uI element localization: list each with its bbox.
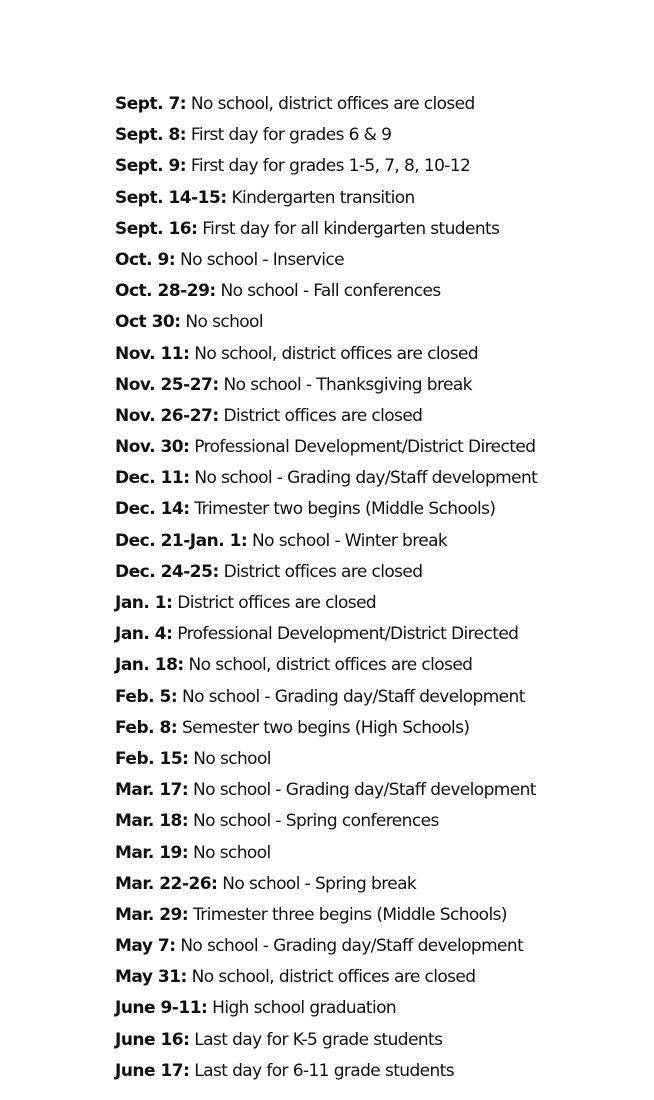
- event-date: May 31:: [115, 967, 187, 988]
- calendar-event: [115, 775, 645, 806]
- event-date: June 17:: [115, 1060, 190, 1081]
- event-description: First day for all kindergarten students: [202, 218, 500, 239]
- calendar-event: [115, 1056, 645, 1087]
- calendar-event: [115, 183, 645, 214]
- calendar-event: [115, 432, 645, 463]
- event-date: Nov. 26-27:: [115, 405, 219, 426]
- event-description: District offices are closed: [223, 561, 423, 582]
- event-description: Professional Development/District Directed: [177, 624, 519, 645]
- calendar-event: [115, 900, 645, 931]
- event-description: Trimester two begins (Middle Schools): [194, 499, 496, 520]
- event-date: Jan. 1:: [115, 593, 173, 613]
- calendar-event: [115, 339, 645, 370]
- event-date: Dec. 11:: [115, 468, 190, 489]
- event-description: No school - Grading day/Staff development: [180, 936, 524, 957]
- event-description: No school - Grading day/Staff development: [193, 780, 536, 801]
- event-description: High school graduation: [212, 998, 397, 1019]
- school-calendar-list: [115, 89, 645, 1087]
- calendar-event: [115, 276, 645, 307]
- event-description: No school - Winter break: [252, 530, 448, 551]
- event-description: No school, district offices are closed: [188, 655, 473, 676]
- event-description: No school - Thanksgiving break: [223, 374, 472, 395]
- event-date: Mar. 29:: [115, 904, 189, 925]
- event-description: First day for grades 1-5, 7, 8, 10-12: [190, 156, 471, 177]
- event-date: Sept. 9:: [115, 156, 187, 177]
- event-description: District offices are closed: [223, 405, 423, 426]
- calendar-event: [115, 120, 645, 151]
- event-date: Nov. 25-27:: [115, 374, 219, 395]
- calendar-event: [115, 838, 645, 869]
- calendar-event: [115, 370, 645, 401]
- event-date: Mar. 18:: [115, 811, 189, 832]
- event-date: Dec. 24-25:: [115, 561, 219, 582]
- event-date: Jan. 4:: [115, 624, 173, 645]
- event-description: No school - Grading day/Staff development: [181, 686, 525, 707]
- calendar-event: [115, 526, 645, 557]
- calendar-event: [115, 557, 645, 588]
- event-description: Kindergarten transition: [231, 187, 415, 208]
- event-date: Jan. 18:: [115, 655, 184, 676]
- event-date: Sept. 16:: [115, 218, 198, 239]
- event-date: Mar. 17:: [115, 780, 189, 801]
- calendar-event: [115, 993, 645, 1024]
- event-description: Professional Development/District Directed: [194, 437, 536, 458]
- calendar-event: [115, 962, 645, 993]
- calendar-event: [115, 1025, 645, 1056]
- event-description: Semester two begins (High Schools): [181, 717, 470, 738]
- event-description: No school - Spring break: [222, 873, 417, 894]
- event-date: Oct. 28-29:: [115, 281, 216, 302]
- calendar-event: [115, 869, 645, 900]
- calendar-event: [115, 619, 645, 650]
- event-description: No school: [193, 748, 271, 769]
- event-description: Trimester three begins (Middle Schools): [193, 904, 507, 925]
- event-date: Dec. 21-Jan. 1:: [115, 530, 248, 551]
- event-date: Sept. 8:: [115, 125, 187, 146]
- event-date: Mar. 19:: [115, 842, 189, 863]
- event-description: No school - Inservice: [179, 249, 345, 270]
- event-date: Dec. 14:: [115, 499, 190, 520]
- calendar-event: [115, 588, 645, 619]
- event-description: Last day for K-5 grade students: [194, 1029, 443, 1050]
- event-description: Last day for 6-11 grade students: [194, 1060, 454, 1081]
- event-description: No school - Grading day/Staff development: [194, 468, 538, 489]
- calendar-event: [115, 214, 645, 245]
- calendar-event: [115, 650, 645, 681]
- event-description: No school - Spring conferences: [193, 811, 439, 832]
- event-date: May 7:: [115, 936, 176, 957]
- event-description: No school - Fall conferences: [220, 281, 441, 302]
- event-date: June 16:: [115, 1029, 190, 1050]
- event-description: District offices are closed: [177, 593, 377, 613]
- event-date: Feb. 8:: [115, 717, 178, 738]
- event-date: Oct 30:: [115, 312, 181, 333]
- event-date: Feb. 15:: [115, 748, 189, 769]
- event-date: Oct. 9:: [115, 249, 176, 270]
- calendar-event: [115, 401, 645, 432]
- calendar-event: [115, 307, 645, 338]
- event-date: June 9-11:: [115, 998, 208, 1019]
- calendar-event: [115, 245, 645, 276]
- calendar-event: [115, 89, 645, 120]
- event-description: No school, district offices are closed: [190, 94, 475, 114]
- calendar-event: [115, 744, 645, 775]
- calendar-event: [115, 931, 645, 962]
- event-date: Sept. 14-15:: [115, 187, 227, 208]
- event-description: No school, district offices are closed: [194, 343, 479, 364]
- event-date: Mar. 22-26:: [115, 873, 218, 894]
- calendar-event: [115, 682, 645, 713]
- event-date: Nov. 11:: [115, 343, 190, 364]
- event-description: No school: [193, 842, 271, 863]
- calendar-event: [115, 463, 645, 494]
- calendar-event: [115, 151, 645, 182]
- event-description: First day for grades 6 & 9: [190, 125, 392, 146]
- event-date: Nov. 30:: [115, 437, 190, 458]
- calendar-event: [115, 713, 645, 744]
- event-description: No school: [185, 312, 263, 333]
- calendar-event: [115, 806, 645, 837]
- event-description: No school, district offices are closed: [191, 967, 476, 988]
- event-date: Feb. 5:: [115, 686, 178, 707]
- calendar-event: [115, 494, 645, 525]
- event-date: Sept. 7:: [115, 94, 187, 114]
